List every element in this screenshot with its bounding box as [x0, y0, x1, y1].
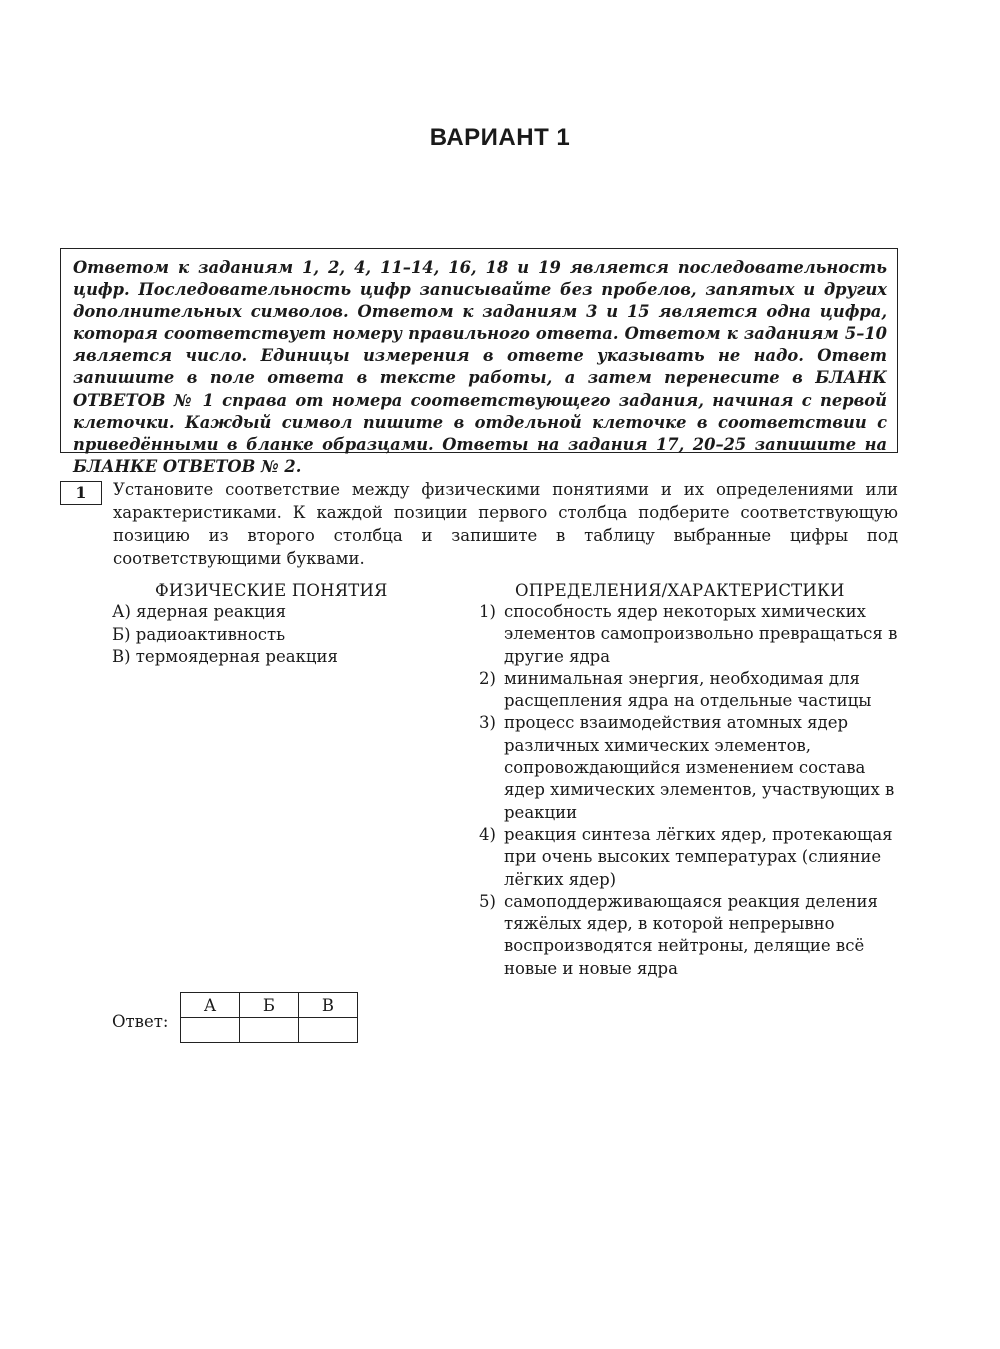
- concept-item: В) термоядерная реакция: [112, 647, 338, 666]
- definition-text: процесс взаимодействия атомных ядер различных химических элементов, сопровождающийся изменением состава ядер химических элементов, участвующих в реакции: [504, 713, 895, 822]
- answer-column-header: В: [299, 993, 358, 1018]
- definition-item: [479, 824, 904, 891]
- definition-text: способность ядер некоторых химических элементов самопроизвольно превращаться в другие ядра: [504, 602, 898, 666]
- concept-item: А) ядерная реакция: [112, 602, 287, 621]
- answer-cell-c[interactable]: [299, 1018, 358, 1043]
- concepts-list: [112, 601, 338, 669]
- definition-text: самоподдерживающаяся реакция деления тяжёлых ядер, в которой непрерывно воспроизводятся нейтроны, делящие всё новые и новые ядра: [504, 891, 878, 978]
- definition-number: 4): [479, 824, 496, 844]
- answer-column-header: Б: [240, 993, 299, 1018]
- definition-item: [479, 712, 904, 823]
- right-column-header: ОПРЕДЕЛЕНИЯ/ХАРАКТЕРИСТИКИ: [515, 581, 845, 600]
- page-title: ВАРИАНТ 1: [429, 124, 571, 151]
- definition-number: 3): [479, 713, 496, 733]
- answer-label: Ответ:: [112, 1012, 169, 1031]
- definition-number: 1): [479, 602, 496, 621]
- definition-text: реакция синтеза лёгких ядер, протекающая при очень высоких температурах (слияние лёгких ядер): [504, 824, 893, 889]
- answer-table: [180, 992, 358, 1043]
- task-number-box: 1: [60, 481, 102, 505]
- concept-item: Б) радиоактивность: [112, 624, 286, 644]
- definition-text: минимальная энергия, необходимая для расщепления ядра на отдельные частицы: [504, 668, 872, 711]
- definition-number: 5): [479, 891, 496, 911]
- task-text: Установите соответствие между физическими понятиями и их определениями или характеристиками. К каждой позиции первого столбца подберите соответствующую позицию из второго столбца и запишите в таблицу выбранные цифры под соответствующими буквами.: [113, 480, 898, 568]
- definition-item: [479, 668, 904, 713]
- left-column-header: ФИЗИЧЕСКИЕ ПОНЯТИЯ: [155, 581, 388, 600]
- definition-item: [479, 891, 904, 980]
- definition-item: [479, 601, 904, 668]
- definitions-list: [479, 601, 904, 980]
- answer-column-header: А: [181, 993, 240, 1018]
- answer-cell-a[interactable]: [181, 1018, 240, 1043]
- answer-cell-b[interactable]: [240, 1018, 299, 1043]
- instructions-box: Ответом к заданиям 1, 2, 4, 11–14, 16, 18 и 19 является последовательность цифр. Последовательность цифр записывайте без пробелов, запятых и других дополнительных символов. Ответом к заданиям 3 и 15 является одна цифра, которая соответствует номеру правильного ответа. Ответом к заданиям 5–10 является число. Единицы измерения в ответе указывать не надо. Ответ запишите в поле ответа в тексте работы, а затем перенесите в БЛАНК ОТВЕТОВ № 1 справа от номера соответствующего задания, начиная с первой клеточки. Каждый символ пишите в отдельной клеточке в соответствии с приведёнными в бланке образцами. Ответы на задания 17, 20–25 запишите на БЛАНКЕ ОТВЕТОВ № 2.: [60, 248, 898, 453]
- definition-number: 2): [479, 668, 496, 688]
